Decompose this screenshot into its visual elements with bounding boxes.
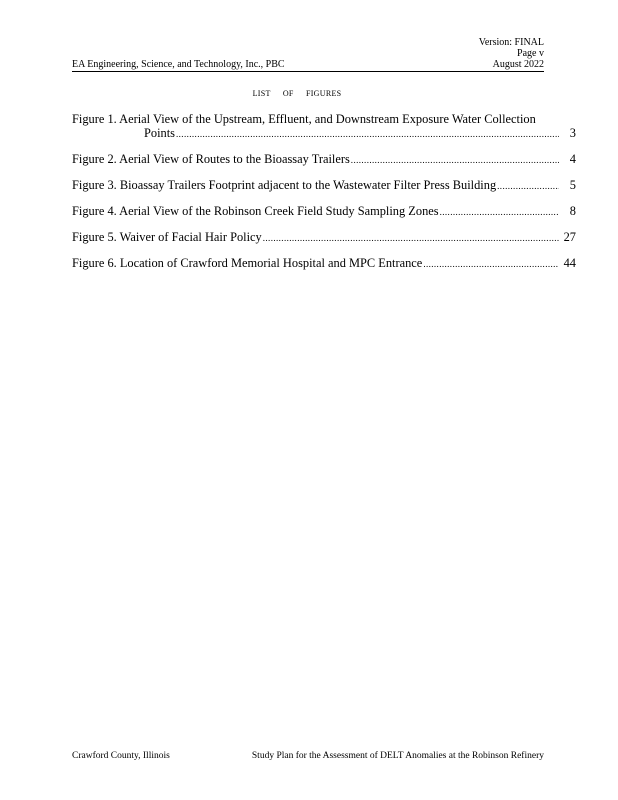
dot-leader [423, 257, 559, 271]
toc-entry-title: Figure 2. Aerial View of Routes to the Bioassay Trailers [72, 152, 350, 166]
dot-leader [351, 153, 559, 167]
toc-entry-title: Figure 6. Location of Crawford Memorial Hospital and MPC Entrance [72, 256, 423, 270]
dot-leader [440, 205, 559, 219]
toc-entry-page: 3 [569, 126, 576, 140]
dot-leader [263, 231, 559, 245]
toc-entry-title: Figure 5. Waiver of Facial Hair Policy [72, 230, 262, 244]
footer-study-title: Study Plan for the Assessment of DELT Anomalies at the Robinson Refinery [251, 751, 544, 761]
toc-heading: LIST OF FIGURES [252, 89, 342, 98]
toc-entry-page: 4 [569, 152, 576, 166]
toc-entry-figure-4[interactable] [72, 204, 582, 219]
toc-entry-page: 44 [563, 256, 576, 270]
header-date: August 2022 [492, 59, 544, 70]
toc-entry-continuation: Points [144, 126, 175, 140]
toc-entry-title: Figure 4. Aerial View of the Robinson Creek Field Study Sampling Zones [72, 204, 439, 218]
header-company: EA Engineering, Science, and Technology, Inc., PBC [72, 59, 285, 70]
dot-leader [176, 127, 559, 141]
toc-entry-title: Figure 1. Aerial View of the Upstream, Effluent, and Downstream Exposure Water Collection [72, 112, 536, 126]
toc-entry-page: 8 [569, 204, 576, 218]
toc-entry-figure-2[interactable] [72, 152, 582, 167]
toc-entry-figure-6[interactable] [72, 256, 582, 271]
header-page-number: Page v [517, 48, 544, 59]
toc-entry-title: Figure 3. Bioassay Trailers Footprint adjacent to the Wastewater Filter Press Building [72, 178, 497, 192]
toc-entry-page: 5 [569, 178, 576, 192]
header-version-block [479, 37, 544, 70]
dot-leader [497, 179, 559, 193]
header-rule [72, 71, 544, 72]
footer-county: Crawford County, Illinois [72, 751, 170, 761]
toc-entry-figure-1[interactable] [72, 112, 582, 141]
toc-entry-page: 27 [563, 230, 576, 244]
toc-entry-figure-5[interactable] [72, 230, 582, 245]
toc-entry-figure-3[interactable] [72, 178, 582, 193]
header-version: Version: FINAL [478, 37, 544, 48]
